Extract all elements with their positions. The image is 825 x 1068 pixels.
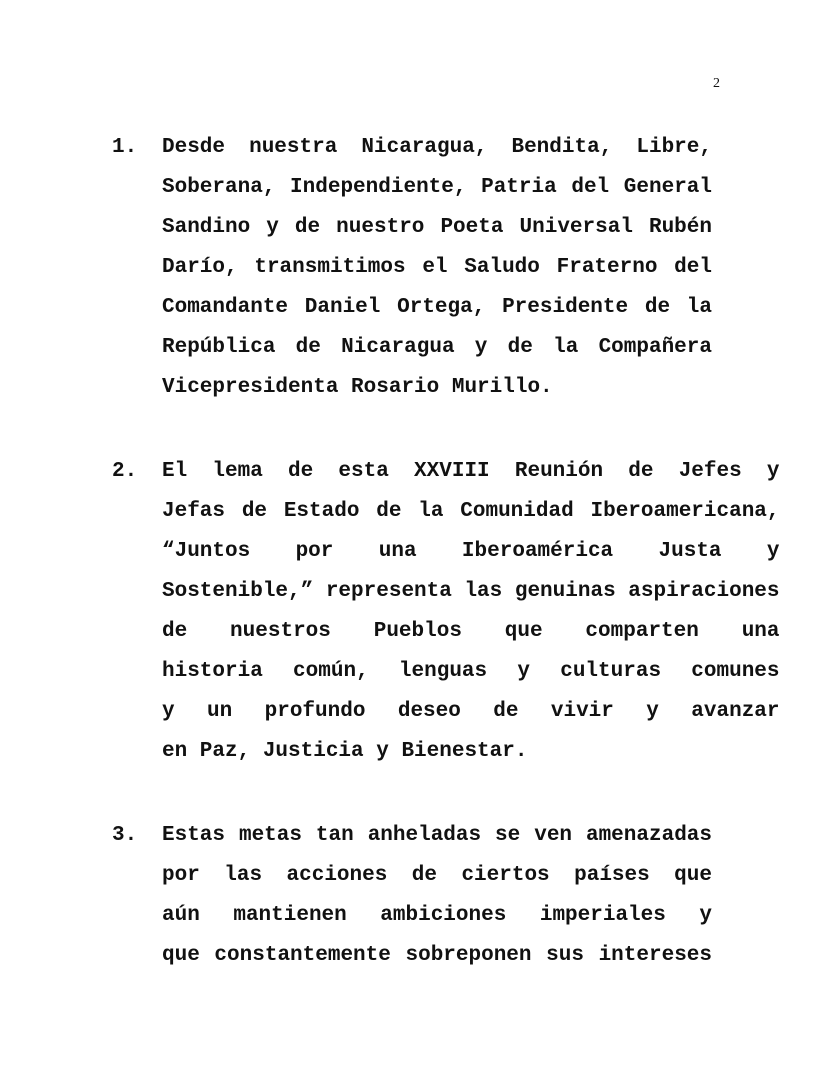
item-text: [162, 452, 780, 772]
page-number: 2: [713, 76, 720, 91]
text-line: Darío, transmitimos el Saludo Fraterno del: [162, 256, 712, 279]
text-line: que constantemente sobreponen sus intereses: [162, 944, 712, 967]
text-line: historia común, lenguas y culturas comunes: [162, 660, 780, 683]
list-item: [112, 452, 780, 772]
text-line: Estas metas tan anheladas se ven amenazadas: [162, 824, 712, 847]
text-line: República de Nicaragua y de la Compañera: [162, 336, 712, 359]
text-line: Desde nuestra Nicaragua, Bendita, Libre,: [162, 136, 712, 159]
text-line: Sostenible,” representa las genuinas aspiraciones: [162, 580, 780, 603]
text-line: en Paz, Justicia y Bienestar.: [162, 740, 528, 763]
text-line: y un profundo deseo de vivir y avanzar: [162, 700, 780, 723]
item-text: [162, 128, 712, 408]
item-text: [162, 816, 712, 976]
text-line: aún mantienen ambiciones imperiales y: [162, 904, 712, 927]
list-item: [112, 128, 712, 408]
text-line: Jefas de Estado de la Comunidad Iberoamericana,: [162, 500, 780, 523]
text-line: Soberana, Independiente, Patria del General: [162, 176, 712, 199]
text-line: de nuestros Pueblos que comparten una: [162, 620, 780, 643]
text-line: El lema de esta XXVIII Reunión de Jefes y: [162, 460, 780, 483]
text-line: Sandino y de nuestro Poeta Universal Rubén: [162, 216, 712, 239]
text-line: por las acciones de ciertos países que: [162, 864, 712, 887]
document-body: [112, 128, 780, 1020]
text-line: Comandante Daniel Ortega, Presidente de la: [162, 296, 712, 319]
item-number: 2.: [112, 460, 138, 483]
text-line: Vicepresidenta Rosario Murillo.: [162, 376, 553, 399]
item-number: 1.: [112, 136, 138, 159]
text-line: “Juntos por una Iberoamérica Justa y: [162, 540, 780, 563]
list-item: [112, 816, 712, 976]
item-number: 3.: [112, 824, 138, 847]
